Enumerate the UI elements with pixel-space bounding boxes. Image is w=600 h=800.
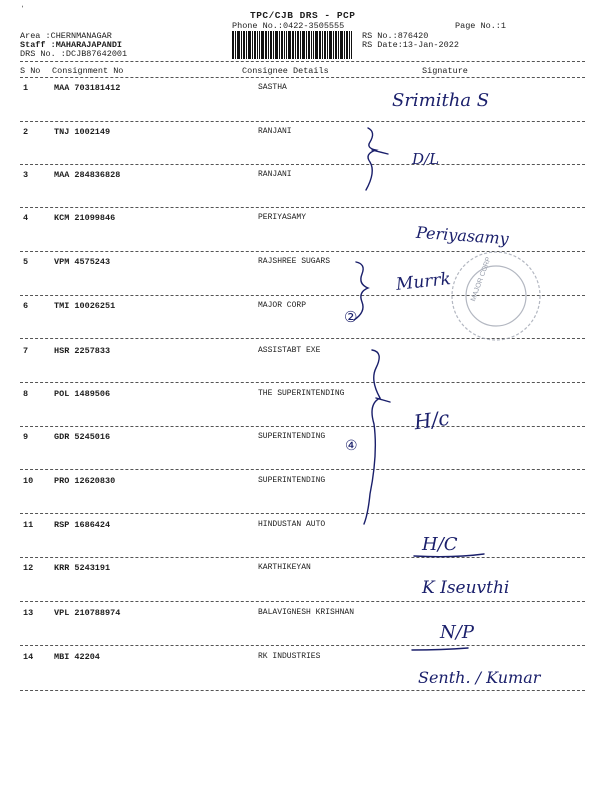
signature-row-5-6: Murrk	[395, 269, 452, 295]
row-consignee: RANJANI	[258, 170, 292, 179]
row-consignment: VPM 4575243	[54, 257, 111, 267]
row-consignment: GDR 5245016	[54, 432, 111, 442]
column-signature: Signature	[422, 66, 468, 76]
row-consignee: BALAVIGNESH KRISHNAN	[258, 608, 355, 617]
row-consignee: RANJANI	[258, 127, 292, 136]
row-sno: 1	[23, 83, 29, 93]
signature-row-7-10: H/c	[412, 405, 451, 435]
row-consignee: HINDUSTAN AUTO	[258, 520, 326, 529]
row-consignee: RAJSHREE SUGARS	[258, 257, 331, 266]
row-consignment: PRO 12620830	[54, 476, 116, 486]
corner-mark: ʼ	[20, 6, 25, 15]
column-sno: S No	[20, 66, 41, 76]
row-consignee: RK INDUSTRIES	[258, 652, 321, 661]
stamp-text: MAJOR CORP	[470, 256, 493, 303]
row-consignee: KARTHIKEYAN	[258, 563, 311, 572]
row-divider	[20, 207, 585, 208]
row-consignee: SUPERINTENDING	[258, 432, 326, 441]
row-consignment: MAA 284836828	[54, 170, 121, 180]
row-divider	[20, 164, 585, 165]
rs-date: RS Date:13-Jan-2022	[362, 40, 459, 50]
row-sno: 14	[23, 652, 34, 662]
barcode	[232, 31, 352, 59]
row-divider	[20, 426, 585, 427]
staff-label: Staff :MAHARAJAPANDI	[20, 40, 123, 50]
row-consignment: POL 1489506	[54, 389, 111, 399]
signature-row-4: Periyasamy	[415, 222, 510, 249]
row-divider	[20, 601, 585, 602]
row-sno: 7	[23, 346, 29, 356]
row-divider	[20, 338, 585, 339]
row-sno: 9	[23, 432, 29, 442]
signature-row-1: Srimitha S	[392, 90, 490, 111]
row-divider	[20, 469, 585, 470]
drs-number: DRS No. :DCJB87642001	[20, 49, 128, 59]
row-consignee: THE SUPERINTENDING	[258, 389, 345, 398]
row-consignment: KRR 5243191	[54, 563, 111, 573]
column-consignment: Consignment No	[52, 66, 124, 76]
row-consignment: VPL 210788974	[54, 608, 121, 618]
signature-row-2-3: D/L	[412, 150, 440, 168]
row-consignment: RSP 1686424	[54, 520, 111, 530]
row-consignee: MAJOR CORP	[258, 301, 307, 310]
row-divider	[20, 557, 585, 558]
column-divider	[20, 77, 585, 78]
column-consignee: Consignee Details	[242, 66, 329, 76]
header-divider	[20, 61, 585, 62]
row-sno: 6	[23, 301, 29, 311]
row-divider	[20, 513, 585, 514]
row-divider	[20, 690, 585, 691]
row-sno: 4	[23, 213, 29, 223]
row-sno: 3	[23, 170, 29, 180]
table-row	[0, 346, 600, 390]
row-sno: 12	[23, 563, 34, 573]
row-consignee: PERIYASAMY	[258, 213, 307, 222]
row-consignment: TNJ 1002149	[54, 127, 111, 137]
row-consignee: SASTHA	[258, 83, 287, 92]
row-consignee: ASSISTABT EXE	[258, 346, 321, 355]
row-sno: 10	[23, 476, 34, 486]
area-label: Area :CHERNMANAGAR	[20, 31, 112, 41]
document-title: TPC/CJB DRS - PCP	[250, 10, 356, 21]
row-divider	[20, 645, 585, 646]
row-divider	[20, 382, 585, 383]
row-sno: 8	[23, 389, 29, 399]
row-consignee: SUPERINTENDING	[258, 476, 326, 485]
row-consignment: HSR 2257833	[54, 346, 111, 356]
row-sno: 2	[23, 127, 29, 137]
signature-row-13: N/P	[440, 622, 474, 643]
row-consignment: KCM 21099846	[54, 213, 116, 223]
row-sno: 13	[23, 608, 34, 618]
row-divider	[20, 295, 585, 296]
phone-number: Phone No.:0422-3505555	[232, 21, 345, 31]
row-consignment: MAA 703181412	[54, 83, 121, 93]
row-sno: 5	[23, 257, 29, 267]
signature-number-4: ④	[345, 438, 358, 454]
rs-number: RS No.:876420	[362, 31, 429, 41]
signature-row-12: K Iseuvthi	[422, 578, 510, 598]
signature-row-14: Senth. / Kumar	[418, 668, 541, 687]
row-sno: 11	[23, 520, 34, 530]
row-divider	[20, 251, 585, 252]
signature-number-2: ②	[344, 308, 358, 326]
page-number: Page No.:1	[455, 21, 507, 31]
row-divider	[20, 121, 585, 122]
row-consignment: MBI 42204	[54, 652, 100, 662]
row-consignment: TMI 10026251	[54, 301, 116, 311]
signature-row-11: H/C	[422, 534, 458, 555]
